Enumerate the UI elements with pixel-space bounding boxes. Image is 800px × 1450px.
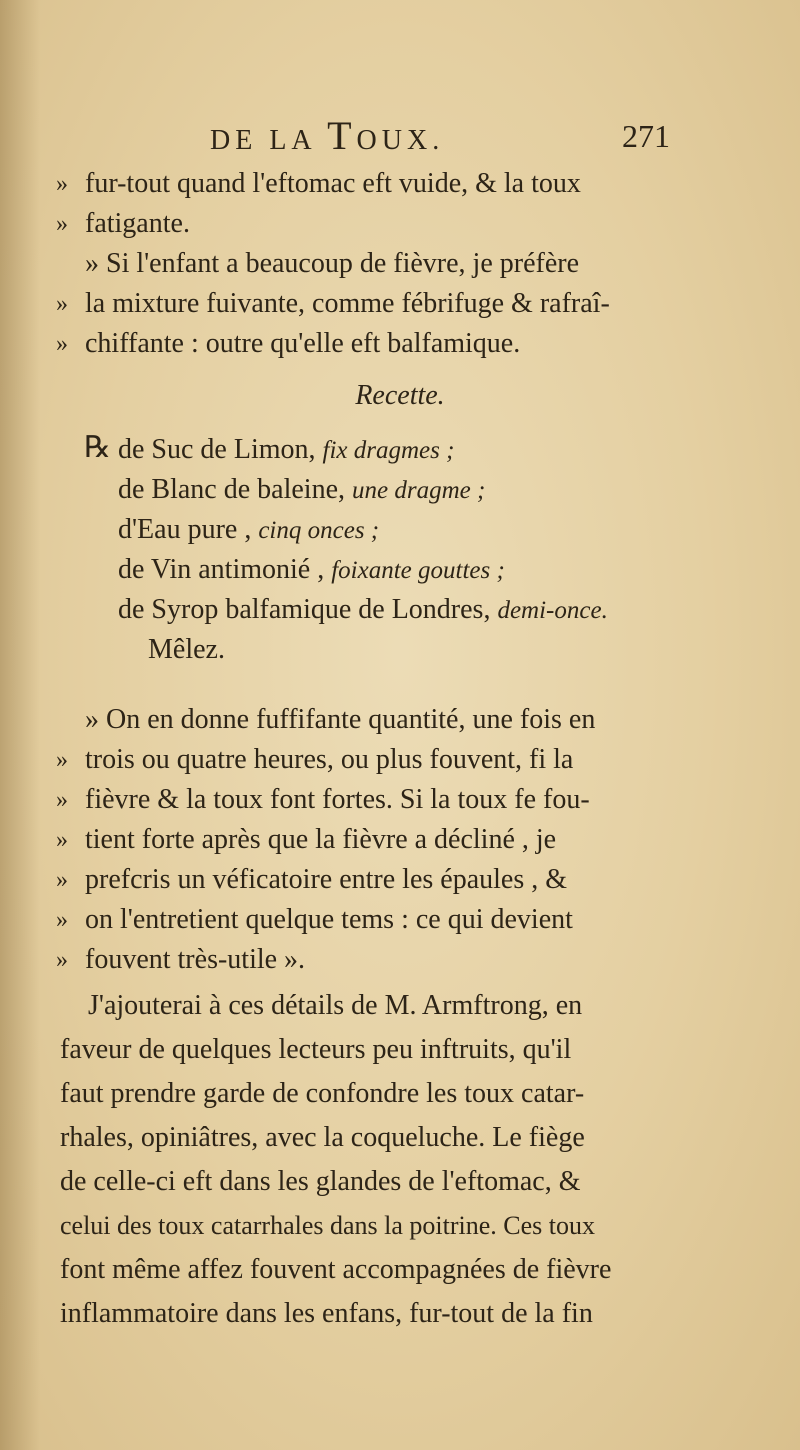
line-text: » Si l'enfant a beaucoup de fièvre, je préfère [85, 248, 580, 279]
quote-mark: » [56, 171, 68, 197]
line-text: chiffante : outre qu'elle eft balfamique. [85, 328, 521, 359]
recipe-ingredient: de Blanc de baleine, [118, 474, 346, 505]
line-text: rhales, opiniâtres, avec la coqueluche. Le fiège [60, 1122, 585, 1153]
recipe-item [118, 554, 505, 586]
line-text: trois ou quatre heures, ou plus fouvent, fi la [85, 744, 574, 775]
line-text: prefcris un véficatoire entre les épaules , & [85, 864, 568, 895]
recipe-ingredient: de Vin antimonié , [118, 554, 325, 585]
line-text: fouvent très-utile ». [85, 944, 306, 975]
quote-mark: » [56, 947, 68, 973]
line-text: fatigante. [85, 208, 190, 239]
quote-mark: » [56, 291, 68, 317]
gutter-shadow [0, 0, 40, 1450]
recipe-ingredient: de Suc de Limon, [118, 434, 316, 465]
line-text: font même affez fouvent accompagnées de fièvre [60, 1254, 612, 1285]
line-text: » On en donne fuffifante quantité, une fois en [85, 704, 596, 735]
rx-symbol-icon: ℞ [84, 430, 111, 465]
recipe-amount: une dragme ; [352, 477, 486, 504]
quote-mark: » [56, 907, 68, 933]
recipe-closing: Mêlez. [148, 634, 225, 665]
quote-mark: » [56, 787, 68, 813]
line-text: fièvre & la toux font fortes. Si la toux fe fou- [85, 784, 590, 815]
line-text: on l'entretient quelque tems : ce qui devient [85, 904, 573, 935]
recipe-heading: Recette. [355, 380, 445, 411]
quote-mark: » [56, 867, 68, 893]
recipe-amount: cinq onces ; [258, 517, 380, 544]
line-text: de celle-ci eft dans les glandes de l'eftomac, & [60, 1166, 581, 1197]
line-text: inflammatoire dans les enfans, fur-tout de la fin [60, 1298, 593, 1329]
recipe-amount: demi-once. [497, 597, 608, 624]
quote-mark: » [56, 827, 68, 853]
running-title [210, 112, 444, 159]
quote-mark: » [56, 331, 68, 357]
recipe-ingredient: d'Eau pure , [118, 514, 252, 545]
line-text: la mixture fuivante, comme fébrifuge & rafraî- [85, 288, 610, 319]
running-title-prefix: DE LA [210, 125, 328, 156]
recipe-item [118, 434, 454, 466]
recipe-item [118, 594, 608, 626]
line-text: faveur de quelques lecteurs peu inftruits, qu'il [60, 1034, 572, 1065]
recipe-item [118, 514, 379, 546]
recipe-amount: fix dragmes ; [322, 437, 455, 464]
quote-mark: » [56, 747, 68, 773]
page-header [0, 112, 800, 162]
line-text: celui des toux catarrhales dans la poitrine. Ces toux [60, 1211, 596, 1240]
line-text: faut prendre garde de confondre les toux catar- [60, 1078, 585, 1109]
line-text: tient forte après que la fièvre a décliné , je [85, 824, 557, 855]
running-title-rest: OUX. [356, 125, 445, 156]
page-number: 271 [622, 118, 670, 154]
line-text: J'ajouterai à ces détails de M. Armftrong, en [88, 990, 583, 1021]
line-text: fur-tout quand l'eftomac eft vuide, & la toux [85, 168, 581, 199]
recipe-amount: foixante gouttes ; [331, 557, 505, 584]
quote-mark: » [56, 211, 68, 237]
recipe-ingredient: de Syrop balfamique de Londres, [118, 594, 491, 625]
recipe-item [118, 474, 485, 506]
running-title-initial: T [327, 113, 357, 158]
